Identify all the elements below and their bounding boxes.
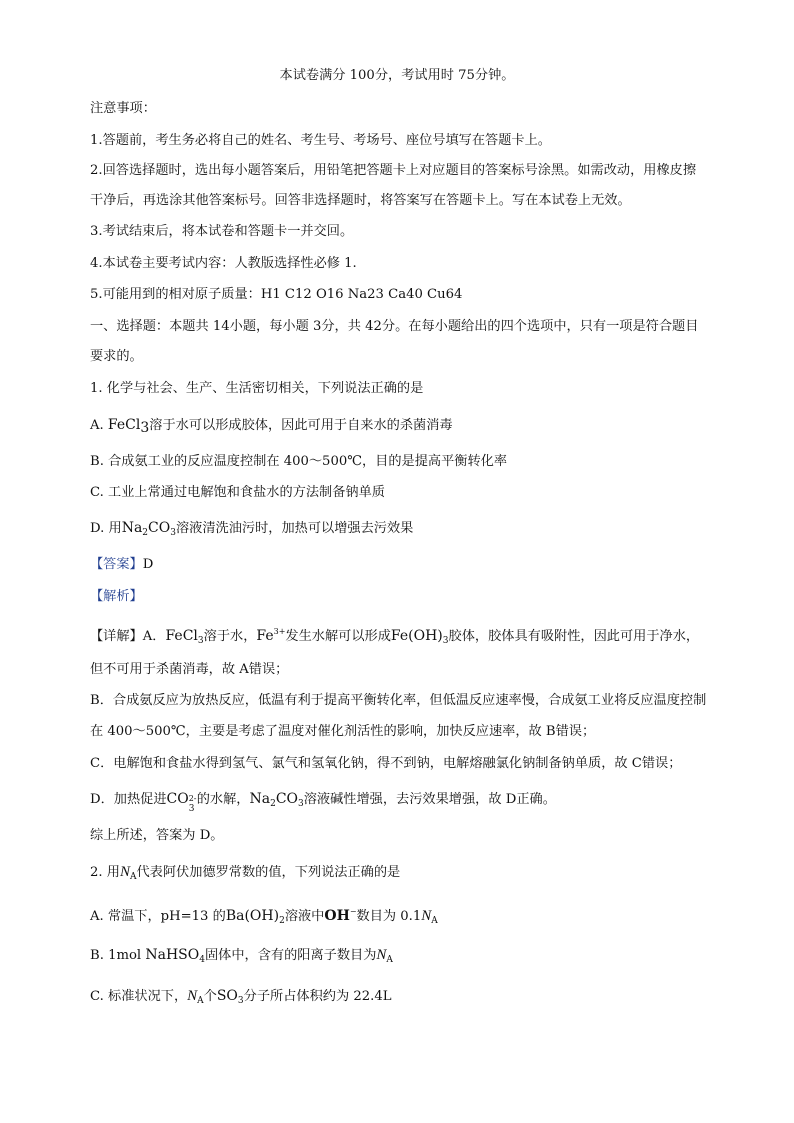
notice-2: 2.回答选择题时，选出每小题答案后，用铅笔把答题卡上对应题目的答案标号涂黑。如需改动，用橡皮擦: [90, 163, 697, 178]
notice-4: 4.本试卷主要考试内容：人教版选择性必修 1.: [90, 256, 357, 271]
q1-detail-d: D．加热促进CO 2- 3 的水解，$Na_2CO_3$溶液碱性增强，去污效果增强，故 D正确。: [90, 791, 556, 814]
q1-detail-a-cont: 但不可用于杀菌消毒，故 A错误；: [90, 662, 289, 677]
notice-5: 5.可能用到的相对原子质量：H1 C12 O16 Na23 Ca40 Cu64: [90, 287, 463, 302]
q1-option-d: D. 用$Na_2CO_3$溶液清洗油污时，加热可以增强去污效果: [90, 520, 414, 538]
section-heading: 一、选择题：本题共 14小题，每小题 3分，共 42分。在每小题给出的四个选项中，只有一项是符合题目: [90, 319, 699, 334]
q1-answer: [90, 555, 153, 575]
q2-option-b: B. 1mol NaHSO$_4$固体中，含有的阳离子数目为$N_A$: [90, 947, 393, 965]
q1-analysis-tag: 【解析】: [90, 589, 143, 604]
q1-option-b: B. 合成氨工业的反应温度控制在 400～500℃，目的是提高平衡转化率: [90, 454, 508, 469]
q1-detail-b-cont: 在 400～500℃，主要是考虑了温度对催化剂活性的影响，加快反应速率，故 B错误；: [90, 724, 596, 739]
notice-title: 注意事项：: [90, 101, 156, 116]
answer-tag: 【答案】: [90, 557, 143, 572]
q2-option-a: A. 常温下，pH=13 的$Ba(OH)_2$溶液中OH−数目为 $0.1N_A$: [90, 907, 438, 926]
q1-option-c: C. 工业上常通过电解饱和食盐水的方法制备钠单质: [90, 485, 385, 500]
q1-option-a: A. FeCl$_3$溶于水可以形成胶体，因此可用于自来水的杀菌消毒: [90, 417, 453, 436]
q1-detail-b: B．合成氨反应为放热反应，低温有利于提高平衡转化率，但低温反应速率慢，合成氨工业将反应温度控制: [90, 693, 707, 708]
answer-value: D: [142, 557, 154, 572]
q2-stem: 2. 用$N_A$代表阿伏加德罗常数的值，下列说法正确的是: [90, 864, 401, 882]
q1-summary: 综上所述，答案为 D。: [90, 828, 224, 843]
q1-detail-a: 【详解】A．FeCl$_3$溶于水，$Fe^{3+}$发生水解可以形成$Fe(OH)_3$胶体，胶体具有吸附性，因此可用于净水，: [90, 627, 700, 646]
notice-3: 3.考试结束后，将本试卷和答题卡一并交回。: [90, 224, 354, 239]
q1-detail-c: C．电解饱和食盐水得到氢气、氯气和氢氧化钠，得不到钠，电解熔融氯化钠制备钠单质，故 C错误；: [90, 756, 682, 771]
q1-stem: 1. 化学与社会、生产、生活密切相关，下列说法正确的是: [90, 381, 424, 396]
q2-option-c: C. 标准状况下，$N_A$个$SO_3$分子所占体积约为 22.4L: [90, 988, 392, 1006]
section-heading-cont: 要求的。: [90, 349, 143, 364]
exam-header: 本试卷满分 100分，考试用时 75分钟。: [279, 68, 515, 83]
notice-2-cont: 干净后，再选涂其他答案标号。回答非选择题时，将答案写在答题卡上。写在本试卷上无效。: [90, 193, 631, 208]
notice-1: 1.答题前，考生务必将自己的姓名、考生号、考场号、座位号填写在答题卡上。: [90, 133, 551, 148]
